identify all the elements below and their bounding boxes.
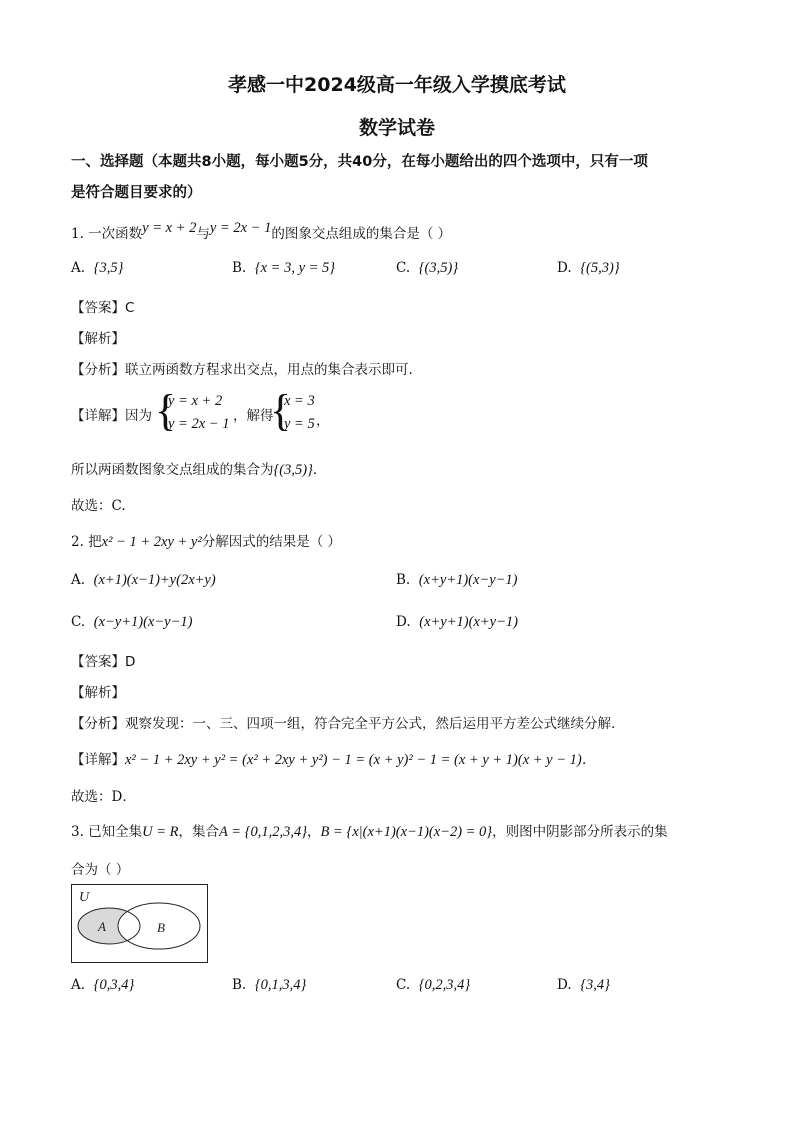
q1-number: 1. 一次函数	[71, 226, 143, 242]
q1-conclusion: 所以两函数图象交点组成的集合为{(3,5)}.	[71, 462, 318, 478]
section-heading-line1: 一、选择题（本题共8小题，每小题5分，共40分，在每小题给出的四个选项中，只有一项	[71, 154, 648, 170]
q3-stem-line2: 合为（ ）	[71, 862, 130, 878]
q2-option-c: C. (x−y+1)(x−y−1)	[71, 614, 193, 630]
q2-option-b: B. (x+y+1)(x−y−1)	[396, 572, 518, 588]
q1-connector: 与	[196, 226, 210, 242]
q2-final: 故选：D．	[71, 789, 136, 805]
q1-brace-2: {	[270, 386, 292, 435]
q3-option-b: B. {0,1,3,4}	[232, 977, 307, 993]
q1-option-b: B. {x = 3, y = 5}	[232, 260, 336, 276]
q1-system2-eq2: y = 5	[284, 416, 315, 432]
q1-option-c: C. {(3,5)}	[396, 260, 459, 276]
q2-fenxi: 【分析】观察发现：一、三、四项一组，符合完全平方公式，然后运用平方差公式继续分解．	[71, 716, 625, 732]
page-title: 孝感一中2024级高一年级入学摸底考试	[228, 74, 566, 96]
q1-detail-end: ，	[316, 413, 330, 429]
q2-stem: 2. 把x² − 1 + 2xy + y²分解因式的结果是（ ）	[71, 534, 342, 550]
q1-detail-pre: 【详解】因为	[71, 408, 152, 424]
q1-function-1: y = x + 2	[142, 220, 197, 236]
q1-fenxi: 【分析】联立两函数方程求出交点，用点的集合表示即可.	[71, 362, 413, 378]
q2-option-d: D. (x+y+1)(x+y−1)	[396, 614, 518, 630]
q3-stem: 3. 已知全集U = R，集合A = {0,1,2,3,4}，B = {x|(x+1)(x−1)(x−2) = 0}，则图中阴影部分所表示的集	[71, 824, 668, 840]
q1-answer: 【答案】C	[71, 300, 135, 316]
q1-brace-1: {	[155, 386, 177, 435]
q3-option-a: A. {0,3,4}	[71, 977, 135, 993]
section-heading-line2: 是符合题目要求的）	[71, 185, 202, 201]
venn-diagram	[71, 884, 209, 964]
q1-system1-eq1: y = x + 2	[168, 393, 223, 409]
q1-option-a: A. {3,5}	[71, 260, 124, 276]
q3-option-d: D. {3,4}	[557, 977, 610, 993]
venn-label-b: B	[157, 920, 165, 935]
q1-system2-eq1: x = 3	[284, 393, 315, 409]
q1-final: 故选：C.	[71, 498, 126, 514]
page-subtitle: 数学试卷	[358, 117, 435, 139]
q1-tail: 的图象交点组成的集合是（ ）	[271, 226, 452, 242]
q1-analysis-label: 【解析】	[71, 331, 125, 347]
q3-option-c: C. {0,2,3,4}	[396, 977, 471, 993]
q2-option-a: A. (x+1)(x−1)+y(2x+y)	[71, 572, 216, 588]
q2-detail: 【详解】x² − 1 + 2xy + y² = (x² + 2xy + y²) − 1 = (x + y)² − 1 = (x + y + 1)(x + y − 1)．	[71, 752, 597, 768]
q1-system1-eq2: y = 2x − 1	[168, 416, 230, 432]
q2-analysis-label: 【解析】	[71, 685, 125, 701]
venn-label-a: A	[98, 919, 106, 934]
q1-stem	[71, 222, 451, 243]
venn-label-u: U	[79, 890, 90, 905]
q2-answer: 【答案】D	[71, 654, 136, 670]
q1-detail-mid: ，解得	[233, 408, 274, 424]
q1-option-d: D. {(5,3)}	[557, 260, 620, 276]
q2-expression: x² − 1 + 2xy + y²	[101, 534, 202, 550]
q1-function-2: y = 2x − 1	[209, 220, 272, 236]
